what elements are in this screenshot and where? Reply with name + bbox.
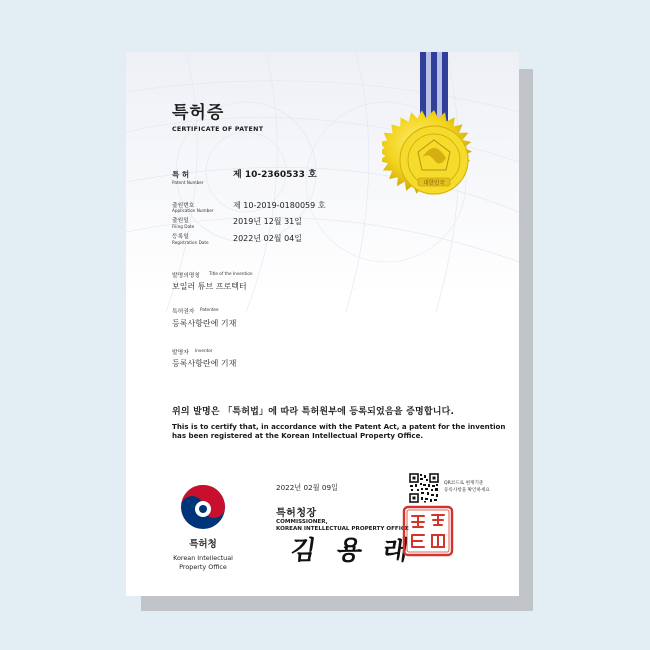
patent-label: 특 허 (172, 170, 190, 179)
commissioner-title-en-line2: KOREAN INTELLECTUAL PROPERTY OFFICE (276, 526, 409, 532)
patent-number: 제 10-2360533 호 (233, 170, 317, 180)
office-logo-name-en-line1: Korean Intellectual (173, 554, 233, 562)
invention-title: 보일러 튜브 프로텍터 (172, 282, 247, 291)
seal-text: 대한민국 (423, 180, 445, 187)
certificate-paper (126, 52, 519, 596)
registration-label-en: Registration Date (172, 240, 209, 245)
page-title: 특허증 (172, 103, 225, 123)
certify-statement-en-line2: has been registered at the Korean Intellectual Property Office. (172, 431, 424, 440)
gold-seal-icon (382, 108, 486, 212)
patentee-label: 특허권자 (172, 309, 195, 315)
application-number: 제 10-2019-0180059 호 (233, 201, 326, 210)
certify-statement-ko: 위의 발명은 「특허법」에 따라 특허원부에 등록되었음을 증명합니다. (172, 407, 455, 417)
red-official-stamp-icon (402, 505, 454, 557)
invention-label-en: Title of the Invention (209, 271, 253, 276)
application-label: 출원번호 (172, 203, 195, 209)
invention-label: 발명의명칭 (172, 273, 200, 279)
patent-label-en: Patent Number (172, 180, 204, 185)
registration-label: 등록일 (172, 234, 189, 240)
signature: 김 용 래 (288, 536, 417, 566)
application-label-en: Application Number (172, 208, 214, 213)
certify-statement-en (172, 422, 505, 440)
page-subtitle: CERTIFICATE OF PATENT (172, 126, 264, 133)
filing-label: 출원일 (172, 218, 189, 224)
certify-statement-en-line1: This is to certify that, in accordance with the Patent Act, a patent for the invention (172, 422, 506, 431)
commissioner-title-ko: 특허청장 (276, 508, 317, 519)
qr-note-line2: 등록사항을 확인하세요 (444, 487, 490, 493)
patentee-value: 등록사항란에 기재 (172, 319, 237, 328)
registration-date: 2022년 02월 04일 (233, 234, 302, 243)
office-logo-name-en (160, 554, 246, 572)
inventor-label-en: Inventor (195, 348, 213, 353)
office-logo-name-en-line2: Property Office (179, 563, 227, 571)
qr-note (444, 481, 490, 494)
qr-note-line1: QR코드로 현재기준 (444, 481, 484, 486)
inventor-label: 발명자 (172, 350, 189, 356)
korean-taegeuk-logo-icon (178, 482, 228, 532)
filing-date: 2019년 12월 31일 (233, 217, 302, 226)
office-logo-name-ko: 특허청 (189, 539, 217, 550)
commissioner-title-en-line1: COMMISSIONER, (276, 519, 328, 525)
issue-date: 2022년 02월 09일 (276, 483, 338, 492)
filing-label-en: Filing Date (172, 224, 195, 229)
inventor-value: 등록사항란에 기재 (172, 359, 237, 368)
qr-code-icon (409, 473, 439, 503)
patentee-label-en: Patentee (200, 307, 219, 312)
